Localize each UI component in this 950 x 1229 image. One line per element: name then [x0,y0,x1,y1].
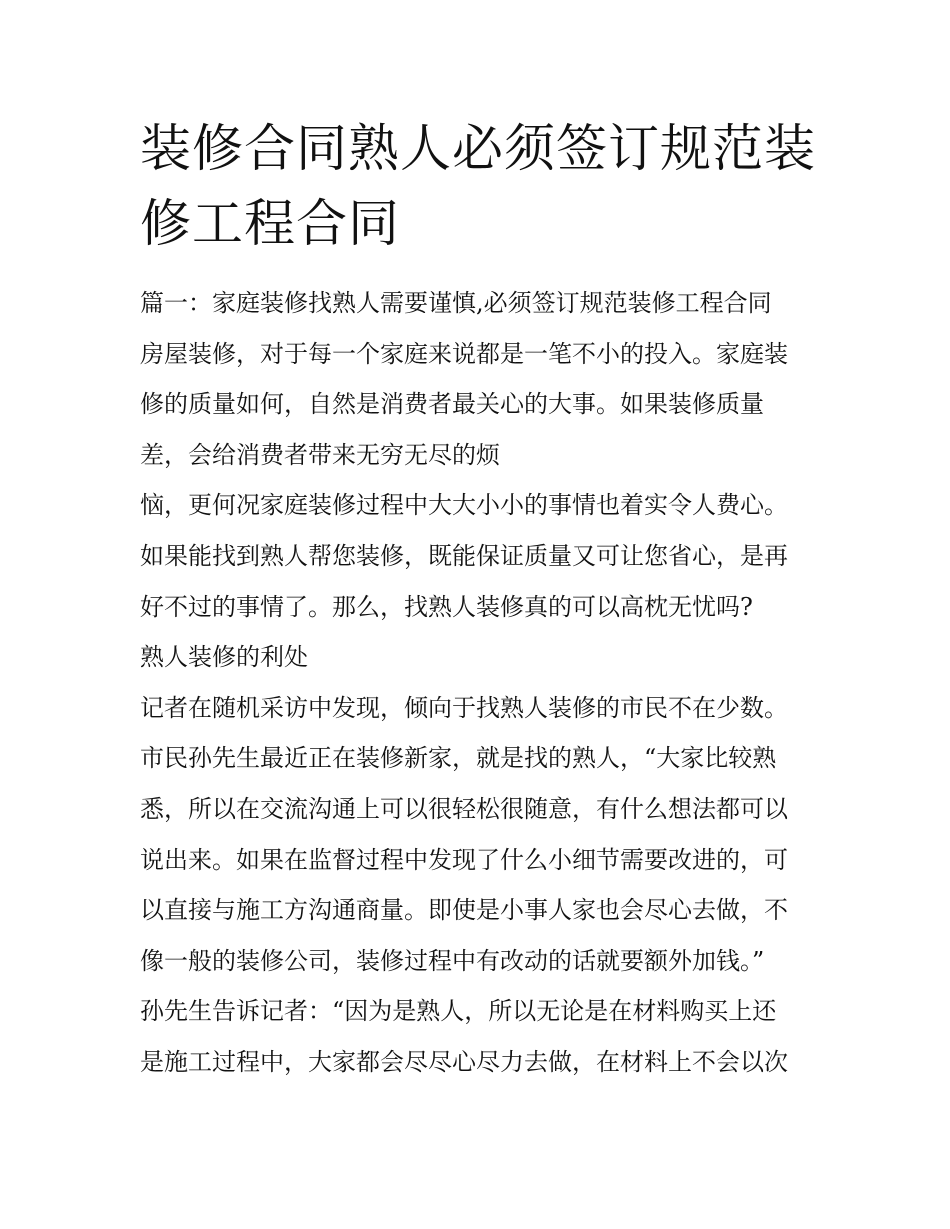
body-line: 房屋装修，对于每一个家庭来说都是一笔不小的投入。家庭装 [140,339,788,368]
body-line: 悉，所以在交流沟通上可以很轻松很随意，有什么想法都可以 [140,794,788,823]
title-line: 装修合同熟人必须签订规范装 [140,120,817,179]
document-title [140,112,820,262]
body-line: 如果能找到熟人帮您装修，既能保证质量又可让您省心，是再 [140,541,788,570]
body-line: 差，会给消费者带来无穷无尽的烦 [140,440,500,469]
body-line: 是施工过程中，大家都会尽尽心尽力去做，在材料上不会以次 [140,1047,788,1076]
body-line: 修的质量如何，自然是消费者最关心的大事。如果装修质量 [140,390,764,419]
body-line: 孙先生告诉记者：“因为是熟人，所以无论是在材料购买上还 [140,997,777,1026]
body-line: 像一般的装修公司，装修过程中有改动的话就要额外加钱。” [140,946,765,975]
body-line: 以直接与施工方沟通商量。即使是小事人家也会尽心去做，不 [140,896,788,925]
body-line: 恼，更何况家庭装修过程中大大小小的事情也着实令人费心。 [140,491,788,520]
body-line: 说出来。如果在监督过程中发现了什么小细节需要改进的，可 [140,845,788,874]
document-body [140,278,820,1088]
body-line: 市民孙先生最近正在装修新家，就是找的熟人，“大家比较熟 [140,744,777,773]
body-line: 篇一：家庭装修找熟人需要谨慎,必须签订规范装修工程合同 [140,289,772,317]
title-line: 修工程合同 [140,195,401,254]
section-heading: 熟人装修的利处 [140,643,308,672]
body-line: 好不过的事情了。那么，找熟人装修真的可以高枕无忧吗? [140,592,753,621]
body-line: 记者在随机采访中发现，倾向于找熟人装修的市民不在少数。 [140,693,788,722]
